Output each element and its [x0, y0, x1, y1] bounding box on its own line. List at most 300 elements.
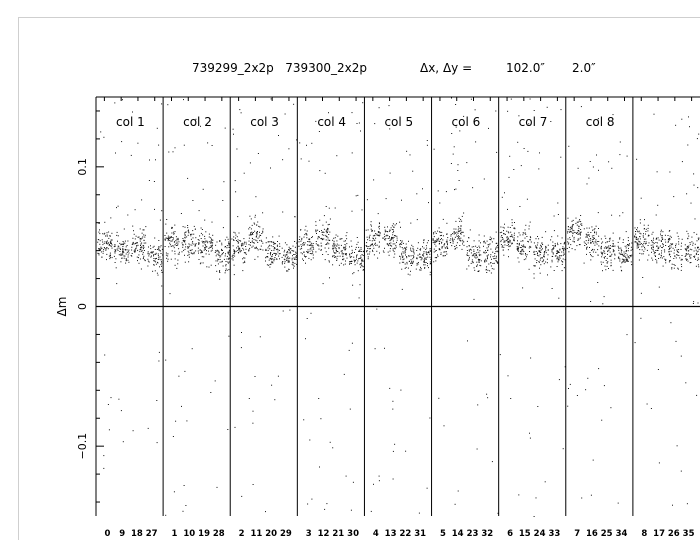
data-point [624, 256, 625, 257]
data-point [209, 234, 210, 235]
data-point [100, 247, 101, 248]
data-point [631, 250, 632, 251]
data-point [155, 270, 156, 271]
data-point [690, 244, 691, 245]
data-point [521, 247, 522, 248]
data-point [357, 254, 358, 255]
data-point [418, 262, 419, 263]
data-point [253, 484, 254, 485]
data-point [623, 255, 624, 256]
data-point [121, 410, 122, 411]
data-point [128, 257, 129, 258]
data-point [514, 233, 515, 234]
data-point [286, 252, 287, 253]
data-point [187, 225, 188, 226]
data-point [268, 250, 269, 251]
x-tick-label: 14 [451, 529, 464, 539]
data-point [377, 258, 378, 259]
data-point [168, 240, 169, 241]
data-point [249, 398, 250, 399]
data-point [479, 250, 480, 251]
data-point [242, 243, 243, 244]
data-point [132, 226, 133, 227]
data-point [228, 242, 229, 243]
data-point [222, 200, 223, 201]
data-point [357, 237, 358, 238]
data-point [446, 223, 447, 224]
data-point [138, 237, 139, 238]
data-point [658, 369, 659, 370]
data-point [589, 247, 590, 248]
data-point [139, 237, 140, 238]
data-point [350, 409, 351, 410]
data-point [665, 242, 666, 243]
data-point [150, 245, 151, 246]
data-point [323, 235, 324, 236]
data-point [373, 248, 374, 249]
data-point [570, 231, 571, 232]
data-point [285, 242, 286, 243]
data-point [335, 256, 336, 257]
data-point [173, 151, 174, 152]
data-point [641, 243, 642, 244]
data-point [305, 242, 306, 243]
data-point [170, 293, 171, 294]
data-point [126, 260, 127, 261]
data-point [101, 251, 102, 252]
data-point [226, 264, 227, 265]
data-point [378, 213, 379, 214]
data-point [318, 237, 319, 238]
data-point [357, 263, 358, 264]
data-point [611, 260, 612, 261]
data-point [141, 269, 142, 270]
data-point [308, 251, 309, 252]
data-point [455, 237, 456, 238]
data-point [492, 241, 493, 242]
data-point [140, 241, 141, 242]
x-tick-label: 25 [600, 529, 613, 539]
data-point [488, 264, 489, 265]
data-point [272, 254, 273, 255]
data-point [165, 235, 166, 236]
data-point [529, 251, 530, 252]
data-point [313, 245, 314, 246]
data-point [658, 237, 659, 238]
data-point [404, 259, 405, 260]
data-point [637, 231, 638, 232]
data-point [110, 242, 111, 243]
data-point [411, 259, 412, 260]
data-point [257, 256, 258, 257]
data-point [157, 128, 158, 129]
data-point [107, 241, 108, 242]
data-point [384, 227, 385, 228]
data-point [372, 244, 373, 245]
data-point [392, 229, 393, 230]
data-point [688, 116, 689, 117]
data-point [642, 249, 643, 250]
data-point [109, 258, 110, 259]
data-point [459, 130, 460, 131]
data-point [290, 251, 291, 252]
data-point [486, 272, 487, 273]
data-point [228, 258, 229, 259]
data-point [271, 245, 272, 246]
data-point [430, 248, 431, 249]
data-point [561, 255, 562, 256]
data-point [528, 241, 529, 242]
data-point [540, 254, 541, 255]
data-point [374, 231, 375, 232]
data-point [651, 258, 652, 259]
data-point [562, 270, 563, 271]
data-point [526, 256, 527, 257]
data-point [557, 266, 558, 267]
data-point [588, 239, 589, 240]
data-point [227, 429, 228, 430]
data-point [139, 251, 140, 252]
data-point [108, 248, 109, 249]
data-point [132, 243, 133, 244]
data-point [335, 208, 336, 209]
data-point [463, 241, 464, 242]
data-point [311, 237, 312, 238]
data-point [117, 249, 118, 250]
data-point [111, 246, 112, 247]
data-point [336, 250, 337, 251]
data-point [248, 228, 249, 229]
data-point [529, 247, 530, 248]
data-point [604, 248, 605, 249]
data-point [311, 259, 312, 260]
data-point [361, 249, 362, 250]
data-point [178, 239, 179, 240]
data-point [375, 245, 376, 246]
data-point [135, 209, 136, 210]
data-point [158, 246, 159, 247]
data-point [673, 196, 674, 197]
data-point [490, 262, 491, 263]
data-point [640, 244, 641, 245]
data-point [504, 240, 505, 241]
data-point [631, 247, 632, 248]
data-point [576, 218, 577, 219]
data-point [601, 264, 602, 265]
data-point [399, 256, 400, 257]
data-point [244, 258, 245, 259]
data-point [663, 266, 664, 267]
data-point [151, 256, 152, 257]
data-point [149, 180, 150, 181]
data-point [524, 259, 525, 260]
data-point [390, 248, 391, 249]
data-point [403, 259, 404, 260]
data-point [504, 224, 505, 225]
data-point [394, 235, 395, 236]
data-point [257, 233, 258, 234]
data-point [241, 332, 242, 333]
data-point [262, 243, 263, 244]
data-point [501, 244, 502, 245]
data-point [546, 252, 547, 253]
data-point [636, 239, 637, 240]
data-point [399, 222, 400, 223]
data-point [653, 251, 654, 252]
data-point [568, 388, 569, 389]
data-point [434, 149, 435, 150]
data-point [563, 248, 564, 249]
x-tick-label: 32 [481, 529, 494, 539]
data-point [480, 254, 481, 255]
data-point [414, 253, 415, 254]
data-point [592, 249, 593, 250]
data-point [689, 256, 690, 257]
data-point [252, 233, 253, 234]
data-point [100, 240, 101, 241]
data-point [558, 252, 559, 253]
data-point [162, 272, 163, 273]
data-point [473, 249, 474, 250]
data-point [517, 142, 518, 143]
data-point [604, 257, 605, 258]
data-point [508, 231, 509, 232]
y-axis-label: Δm [55, 296, 69, 317]
data-point [618, 258, 619, 259]
data-point [659, 240, 660, 241]
data-point [458, 491, 459, 492]
data-point [508, 249, 509, 250]
data-point [118, 235, 119, 236]
data-point [428, 252, 429, 253]
data-point [198, 244, 199, 245]
data-point [128, 260, 129, 261]
data-point [426, 251, 427, 252]
data-point [457, 170, 458, 171]
data-point [629, 257, 630, 258]
data-point [433, 240, 434, 241]
data-point [363, 269, 364, 270]
data-point [226, 261, 227, 262]
data-point [537, 255, 538, 256]
data-point [405, 248, 406, 249]
data-point [530, 247, 531, 248]
data-point [557, 257, 558, 258]
data-point [244, 252, 245, 253]
data-point [176, 268, 177, 269]
x-tick-label: 15 [518, 529, 531, 539]
data-point [325, 173, 326, 174]
data-point [433, 261, 434, 262]
data-point [698, 134, 699, 135]
data-point [530, 358, 531, 359]
data-point [225, 246, 226, 247]
data-point [136, 236, 137, 237]
data-point [641, 198, 642, 199]
data-point [613, 246, 614, 247]
data-point [620, 266, 621, 267]
data-point [299, 239, 300, 240]
data-point [240, 241, 241, 242]
data-point [367, 239, 368, 240]
data-point [508, 232, 509, 233]
data-point [384, 348, 385, 349]
data-point [256, 240, 257, 241]
data-point [271, 385, 272, 386]
data-point [235, 235, 236, 236]
data-point [620, 248, 621, 249]
data-point [504, 233, 505, 234]
data-point [136, 248, 137, 249]
data-point [638, 238, 639, 239]
data-point [158, 240, 159, 241]
data-point [373, 235, 374, 236]
data-point [655, 252, 656, 253]
data-point [185, 244, 186, 245]
data-point [653, 240, 654, 241]
data-point [560, 243, 561, 244]
data-point [457, 236, 458, 237]
data-point [153, 258, 154, 259]
data-point [270, 253, 271, 254]
data-point [564, 243, 565, 244]
data-point [391, 238, 392, 239]
data-point [261, 241, 262, 242]
data-point [493, 256, 494, 257]
data-point [360, 267, 361, 268]
data-point [104, 241, 105, 242]
data-point [603, 250, 604, 251]
data-point [628, 240, 629, 241]
data-point [333, 246, 334, 247]
data-point [304, 255, 305, 256]
data-point [534, 516, 535, 517]
data-point [534, 242, 535, 243]
data-point [288, 261, 289, 262]
data-point [678, 249, 679, 250]
data-point [161, 103, 162, 104]
data-point [443, 219, 444, 220]
data-point [691, 241, 692, 242]
data-point [412, 263, 413, 264]
data-point [524, 233, 525, 234]
data-point [560, 258, 561, 259]
data-point [479, 262, 480, 263]
data-point [674, 250, 675, 251]
data-point [319, 231, 320, 232]
data-point [356, 195, 357, 196]
data-point [371, 226, 372, 227]
data-point [255, 217, 256, 218]
data-point [598, 236, 599, 237]
data-point [440, 235, 441, 236]
data-point [609, 239, 610, 240]
data-point [530, 222, 531, 223]
data-point [239, 248, 240, 249]
data-point [221, 243, 222, 244]
data-point [140, 247, 141, 248]
data-point [166, 253, 167, 254]
data-point [368, 256, 369, 257]
data-point [345, 248, 346, 249]
data-point [239, 233, 240, 234]
data-point [167, 255, 168, 256]
data-point [218, 251, 219, 252]
data-point [131, 250, 132, 251]
data-point [500, 241, 501, 242]
data-point [326, 231, 327, 232]
data-point [378, 227, 379, 228]
data-point [137, 242, 138, 243]
data-point [246, 254, 247, 255]
data-point [545, 481, 546, 482]
data-point [426, 253, 427, 254]
data-point [315, 221, 316, 222]
data-point [99, 233, 100, 234]
data-point [458, 233, 459, 234]
data-point [604, 253, 605, 254]
data-point [545, 250, 546, 251]
data-point [195, 244, 196, 245]
data-point [152, 271, 153, 272]
data-point [360, 131, 361, 132]
data-point [466, 162, 467, 163]
data-point [603, 262, 604, 263]
data-point [454, 146, 455, 147]
data-point [171, 259, 172, 260]
data-point [491, 266, 492, 267]
data-point [571, 227, 572, 228]
data-point [417, 265, 418, 266]
data-point [115, 253, 116, 254]
data-point [168, 236, 169, 237]
data-point [413, 251, 414, 252]
data-point [377, 245, 378, 246]
data-point [351, 261, 352, 262]
data-point [421, 257, 422, 258]
data-point [285, 255, 286, 256]
data-point [470, 229, 471, 230]
data-point [525, 246, 526, 247]
data-point [277, 246, 278, 247]
data-point [219, 270, 220, 271]
data-point [517, 240, 518, 241]
data-point [648, 225, 649, 226]
data-point [403, 262, 404, 263]
data-point [397, 238, 398, 239]
data-point [512, 219, 513, 220]
data-point [425, 264, 426, 265]
data-point [289, 258, 290, 259]
data-point [394, 254, 395, 255]
data-point [659, 462, 660, 463]
data-point [102, 242, 103, 243]
data-point [145, 243, 146, 244]
data-point [495, 249, 496, 250]
data-point [295, 252, 296, 253]
data-point [496, 246, 497, 247]
data-point [517, 236, 518, 237]
data-point [395, 235, 396, 236]
data-point [166, 258, 167, 259]
data-point [329, 260, 330, 261]
data-point [252, 423, 253, 424]
data-point [289, 310, 290, 311]
data-point [223, 227, 224, 228]
data-point [681, 264, 682, 265]
data-point [184, 371, 185, 372]
data-point [328, 234, 329, 235]
